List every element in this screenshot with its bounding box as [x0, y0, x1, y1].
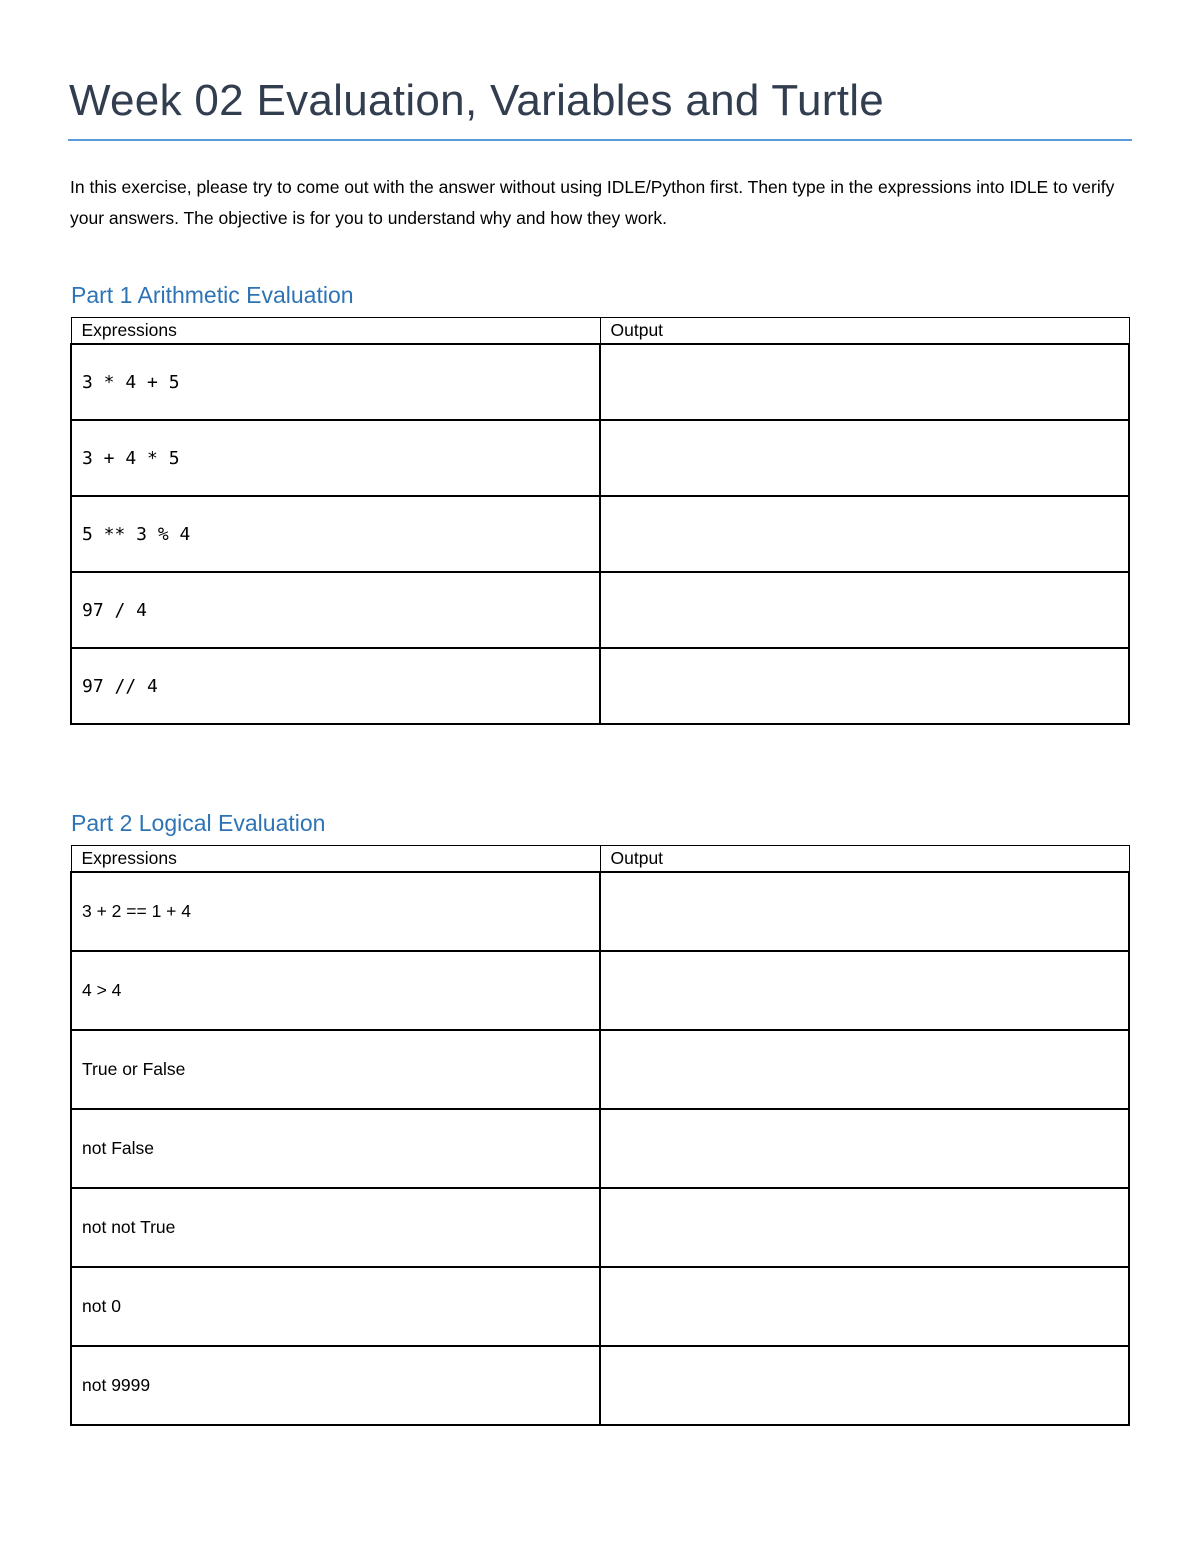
- logical-table: [70, 845, 1130, 1426]
- table-row: [71, 344, 1129, 420]
- output-cell[interactable]: [600, 496, 1129, 572]
- table-header-row: [71, 846, 1129, 873]
- expression-cell: 3 * 4 + 5: [82, 371, 180, 393]
- expression-cell: 5 ** 3 % 4: [82, 523, 191, 545]
- output-cell[interactable]: [600, 872, 1129, 951]
- expression-cell: not not True: [82, 1217, 176, 1237]
- col-expressions-header: Expressions: [71, 846, 600, 873]
- expression-cell: not False: [82, 1138, 154, 1158]
- expression-cell: 3 + 2 == 1 + 4: [82, 901, 191, 921]
- table-row: [71, 1030, 1129, 1109]
- expression-cell: not 9999: [82, 1375, 151, 1395]
- output-cell[interactable]: [600, 344, 1129, 420]
- table-row: [71, 648, 1129, 724]
- expression-cell: True or False: [82, 1059, 186, 1079]
- expression-cell: 97 // 4: [82, 675, 158, 697]
- intro-paragraph: In this exercise, please try to come out with the answer without using IDLE/Python first. Then type in the expressions into IDLE to verify your answers. The objective is for you to understand why and how they work.: [70, 177, 1115, 228]
- table-row: [71, 951, 1129, 1030]
- expression-cell: 4 > 4: [82, 980, 122, 1000]
- table-row: [71, 420, 1129, 496]
- title-underline: [68, 139, 1132, 141]
- table-row: [71, 572, 1129, 648]
- col-expressions-header: Expressions: [71, 318, 600, 345]
- expression-cell: 3 + 4 * 5: [82, 447, 180, 469]
- output-cell[interactable]: [600, 1188, 1129, 1267]
- table-row: [71, 1267, 1129, 1346]
- table-row: [71, 1346, 1129, 1425]
- part2-heading: Part 2 Logical Evaluation: [71, 810, 326, 836]
- table-row: [71, 872, 1129, 951]
- expression-cell: not 0: [82, 1296, 121, 1316]
- col-output-header: Output: [600, 318, 1129, 345]
- output-cell[interactable]: [600, 648, 1129, 724]
- part1-heading: Part 1 Arithmetic Evaluation: [71, 282, 354, 308]
- output-cell[interactable]: [600, 1346, 1129, 1425]
- table-row: [71, 496, 1129, 572]
- expression-cell: 97 / 4: [82, 599, 148, 621]
- output-cell[interactable]: [600, 1030, 1129, 1109]
- table-row: [71, 1109, 1129, 1188]
- col-output-header: Output: [600, 846, 1129, 873]
- output-cell[interactable]: [600, 420, 1129, 496]
- output-cell[interactable]: [600, 572, 1129, 648]
- output-cell[interactable]: [600, 1109, 1129, 1188]
- output-cell[interactable]: [600, 1267, 1129, 1346]
- page-title: Week 02 Evaluation, Variables and Turtle: [69, 76, 885, 125]
- table-row: [71, 1188, 1129, 1267]
- output-cell[interactable]: [600, 951, 1129, 1030]
- arithmetic-table: [70, 317, 1130, 725]
- table-header-row: [71, 318, 1129, 345]
